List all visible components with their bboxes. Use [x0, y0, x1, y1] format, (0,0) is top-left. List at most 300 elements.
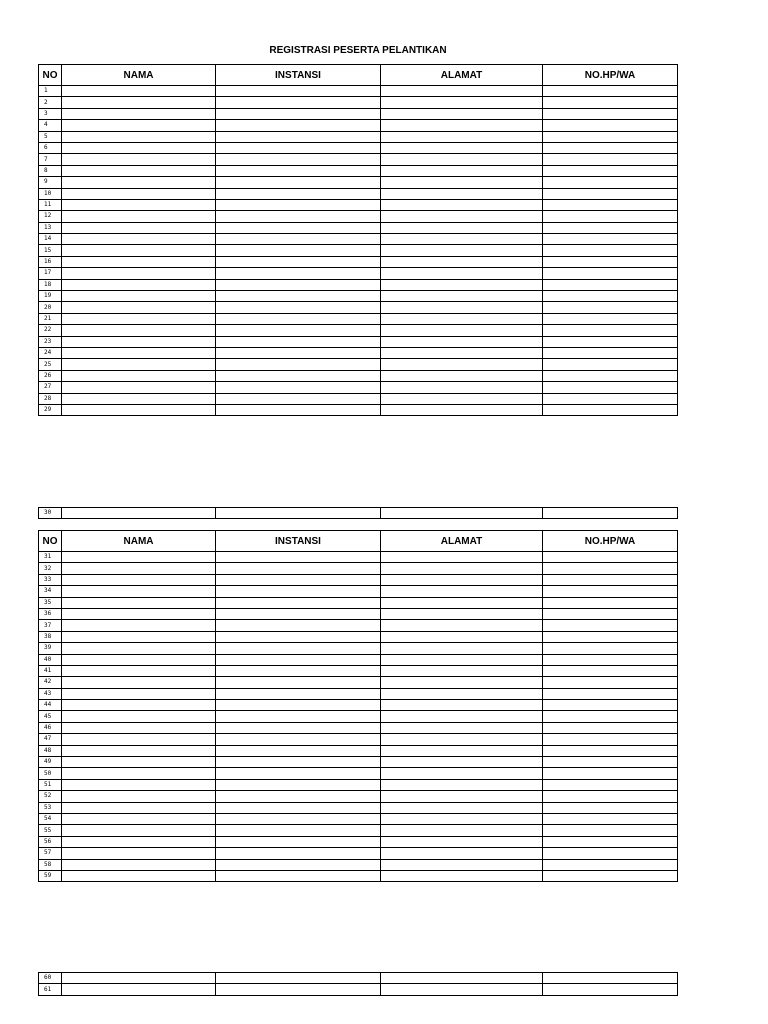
instansi-cell[interactable] — [216, 370, 381, 381]
alamat-cell[interactable] — [381, 120, 543, 131]
no-hp-wa-cell[interactable] — [543, 188, 678, 199]
nama-cell[interactable] — [62, 870, 216, 881]
no-hp-wa-cell[interactable] — [543, 268, 678, 279]
alamat-cell[interactable] — [381, 563, 543, 574]
no-hp-wa-cell[interactable] — [543, 984, 678, 995]
instansi-cell[interactable] — [216, 597, 381, 608]
row-number: 1 — [39, 86, 62, 97]
nama-cell[interactable] — [62, 791, 216, 802]
no-hp-wa-cell[interactable] — [543, 745, 678, 756]
instansi-cell[interactable] — [216, 268, 381, 279]
nama-cell[interactable] — [62, 586, 216, 597]
no-hp-wa-cell[interactable] — [543, 848, 678, 859]
nama-cell[interactable] — [62, 370, 216, 381]
nama-cell[interactable] — [62, 393, 216, 404]
nama-cell[interactable] — [62, 211, 216, 222]
instansi-cell[interactable] — [216, 86, 381, 97]
nama-cell[interactable] — [62, 597, 216, 608]
nama-cell[interactable] — [62, 574, 216, 585]
alamat-cell[interactable] — [381, 859, 543, 870]
nama-cell[interactable] — [62, 745, 216, 756]
table-row — [39, 108, 678, 119]
no-hp-wa-cell[interactable] — [543, 382, 678, 393]
no-hp-wa-cell[interactable] — [543, 211, 678, 222]
alamat-cell[interactable] — [381, 382, 543, 393]
no-hp-wa-cell[interactable] — [543, 302, 678, 313]
alamat-cell[interactable] — [381, 631, 543, 642]
instansi-cell[interactable] — [216, 279, 381, 290]
alamat-cell[interactable] — [381, 393, 543, 404]
alamat-cell[interactable] — [381, 552, 543, 563]
table-row — [39, 199, 678, 210]
nama-cell[interactable] — [62, 688, 216, 699]
no-hp-wa-cell[interactable] — [543, 859, 678, 870]
instansi-cell[interactable] — [216, 552, 381, 563]
nama-cell[interactable] — [62, 268, 216, 279]
alamat-cell[interactable] — [381, 597, 543, 608]
instansi-cell[interactable] — [216, 142, 381, 153]
alamat-cell[interactable] — [381, 984, 543, 995]
instansi-cell[interactable] — [216, 745, 381, 756]
no-hp-wa-cell[interactable] — [543, 347, 678, 358]
alamat-cell[interactable] — [381, 347, 543, 358]
no-hp-wa-cell[interactable] — [543, 813, 678, 824]
instansi-cell[interactable] — [216, 165, 381, 176]
table-row — [39, 256, 678, 267]
instansi-cell[interactable] — [216, 620, 381, 631]
alamat-cell[interactable] — [381, 768, 543, 779]
no-hp-wa-cell[interactable] — [543, 508, 678, 519]
nama-cell[interactable] — [62, 631, 216, 642]
nama-cell[interactable] — [62, 382, 216, 393]
nama-cell[interactable] — [62, 848, 216, 859]
registration-table — [38, 530, 678, 882]
nama-cell[interactable] — [62, 734, 216, 745]
instansi-cell[interactable] — [216, 108, 381, 119]
no-hp-wa-cell[interactable] — [543, 97, 678, 108]
instansi-cell[interactable] — [216, 234, 381, 245]
no-hp-wa-cell[interactable] — [543, 597, 678, 608]
no-hp-wa-cell[interactable] — [543, 336, 678, 347]
table-row — [39, 359, 678, 370]
nama-cell[interactable] — [62, 757, 216, 768]
alamat-cell[interactable] — [381, 268, 543, 279]
instansi-cell[interactable] — [216, 382, 381, 393]
no-hp-wa-cell[interactable] — [543, 177, 678, 188]
instansi-cell[interactable] — [216, 336, 381, 347]
nama-cell[interactable] — [62, 825, 216, 836]
alamat-cell[interactable] — [381, 734, 543, 745]
alamat-cell[interactable] — [381, 757, 543, 768]
row-number: 6 — [39, 142, 62, 153]
alamat-cell[interactable] — [381, 165, 543, 176]
nama-cell[interactable] — [62, 291, 216, 302]
no-hp-wa-cell[interactable] — [543, 586, 678, 597]
alamat-cell[interactable] — [381, 108, 543, 119]
instansi-cell[interactable] — [216, 984, 381, 995]
no-hp-wa-cell[interactable] — [543, 722, 678, 733]
table-row — [39, 313, 678, 324]
instansi-cell[interactable] — [216, 97, 381, 108]
no-hp-wa-cell[interactable] — [543, 404, 678, 415]
table-row — [39, 120, 678, 131]
row-number: 14 — [39, 234, 62, 245]
alamat-cell[interactable] — [381, 745, 543, 756]
instansi-cell[interactable] — [216, 779, 381, 790]
no-hp-wa-cell[interactable] — [543, 222, 678, 233]
alamat-cell[interactable] — [381, 142, 543, 153]
alamat-cell[interactable] — [381, 188, 543, 199]
instansi-cell[interactable] — [216, 120, 381, 131]
alamat-cell[interactable] — [381, 825, 543, 836]
alamat-cell[interactable] — [381, 620, 543, 631]
alamat-cell[interactable] — [381, 313, 543, 324]
no-hp-wa-cell[interactable] — [543, 131, 678, 142]
nama-cell[interactable] — [62, 177, 216, 188]
nama-cell[interactable] — [62, 234, 216, 245]
no-hp-wa-cell[interactable] — [543, 256, 678, 267]
instansi-cell[interactable] — [216, 508, 381, 519]
table-row — [39, 711, 678, 722]
alamat-cell[interactable] — [381, 325, 543, 336]
instansi-cell[interactable] — [216, 188, 381, 199]
instansi-cell[interactable] — [216, 211, 381, 222]
alamat-cell[interactable] — [381, 791, 543, 802]
alamat-cell[interactable] — [381, 848, 543, 859]
table-row — [39, 302, 678, 313]
alamat-cell[interactable] — [381, 870, 543, 881]
table-header-row — [39, 531, 678, 552]
alamat-cell[interactable] — [381, 404, 543, 415]
table-row — [39, 325, 678, 336]
row-number: 3 — [39, 108, 62, 119]
row-number: 39 — [39, 643, 62, 654]
instansi-cell[interactable] — [216, 859, 381, 870]
no-hp-wa-cell[interactable] — [543, 199, 678, 210]
alamat-cell[interactable] — [381, 86, 543, 97]
instansi-cell[interactable] — [216, 608, 381, 619]
instansi-cell[interactable] — [216, 688, 381, 699]
alamat-cell[interactable] — [381, 222, 543, 233]
no-hp-wa-cell[interactable] — [543, 154, 678, 165]
row-number: 38 — [39, 631, 62, 642]
nama-cell[interactable] — [62, 508, 216, 519]
instansi-cell[interactable] — [216, 131, 381, 142]
nama-cell[interactable] — [62, 665, 216, 676]
row-number: 30 — [39, 508, 62, 519]
nama-cell[interactable] — [62, 859, 216, 870]
nama-cell[interactable] — [62, 813, 216, 824]
row-number: 15 — [39, 245, 62, 256]
instansi-cell[interactable] — [216, 563, 381, 574]
table-row — [39, 757, 678, 768]
instansi-cell[interactable] — [216, 325, 381, 336]
nama-cell[interactable] — [62, 97, 216, 108]
nama-cell[interactable] — [62, 120, 216, 131]
nama-cell[interactable] — [62, 359, 216, 370]
no-hp-wa-cell[interactable] — [543, 631, 678, 642]
alamat-cell[interactable] — [381, 177, 543, 188]
nama-cell[interactable] — [62, 984, 216, 995]
alamat-cell[interactable] — [381, 643, 543, 654]
no-hp-wa-cell[interactable] — [543, 643, 678, 654]
no-hp-wa-cell[interactable] — [543, 825, 678, 836]
table-row — [39, 745, 678, 756]
alamat-cell[interactable] — [381, 574, 543, 585]
nama-cell[interactable] — [62, 347, 216, 358]
row-number: 18 — [39, 279, 62, 290]
no-hp-wa-cell[interactable] — [543, 757, 678, 768]
instansi-cell[interactable] — [216, 757, 381, 768]
instansi-cell[interactable] — [216, 813, 381, 824]
alamat-cell[interactable] — [381, 211, 543, 222]
instansi-cell[interactable] — [216, 734, 381, 745]
alamat-cell[interactable] — [381, 199, 543, 210]
alamat-cell[interactable] — [381, 154, 543, 165]
no-hp-wa-cell[interactable] — [543, 654, 678, 665]
no-hp-wa-cell[interactable] — [543, 313, 678, 324]
nama-cell[interactable] — [62, 768, 216, 779]
nama-cell[interactable] — [62, 608, 216, 619]
no-hp-wa-cell[interactable] — [543, 802, 678, 813]
nama-cell[interactable] — [62, 404, 216, 415]
instansi-cell[interactable] — [216, 199, 381, 210]
instansi-cell[interactable] — [216, 222, 381, 233]
table-row — [39, 700, 678, 711]
table-row — [39, 245, 678, 256]
alamat-cell[interactable] — [381, 711, 543, 722]
no-hp-wa-cell[interactable] — [543, 234, 678, 245]
nama-cell[interactable] — [62, 722, 216, 733]
no-hp-wa-cell[interactable] — [543, 608, 678, 619]
alamat-cell[interactable] — [381, 97, 543, 108]
no-hp-wa-cell[interactable] — [543, 108, 678, 119]
row-number: 35 — [39, 597, 62, 608]
no-hp-wa-cell[interactable] — [543, 574, 678, 585]
instansi-cell[interactable] — [216, 836, 381, 847]
alamat-cell[interactable] — [381, 608, 543, 619]
instansi-cell[interactable] — [216, 256, 381, 267]
nama-cell[interactable] — [62, 165, 216, 176]
no-hp-wa-cell[interactable] — [543, 734, 678, 745]
row-number: 36 — [39, 608, 62, 619]
alamat-cell[interactable] — [381, 677, 543, 688]
instansi-cell[interactable] — [216, 291, 381, 302]
header-nama: NAMA — [62, 65, 216, 86]
instansi-cell[interactable] — [216, 359, 381, 370]
instansi-cell[interactable] — [216, 586, 381, 597]
nama-cell[interactable] — [62, 245, 216, 256]
row-number: 33 — [39, 574, 62, 585]
nama-cell[interactable] — [62, 643, 216, 654]
nama-cell[interactable] — [62, 154, 216, 165]
alamat-cell[interactable] — [381, 700, 543, 711]
alamat-cell[interactable] — [381, 336, 543, 347]
alamat-cell[interactable] — [381, 370, 543, 381]
instansi-cell[interactable] — [216, 973, 381, 984]
nama-cell[interactable] — [62, 654, 216, 665]
alamat-cell[interactable] — [381, 291, 543, 302]
no-hp-wa-cell[interactable] — [543, 677, 678, 688]
alamat-cell[interactable] — [381, 131, 543, 142]
alamat-cell[interactable] — [381, 688, 543, 699]
page-title: REGISTRASI PESERTA PELANTIKAN — [269, 45, 447, 56]
no-hp-wa-cell[interactable] — [543, 291, 678, 302]
instansi-cell[interactable] — [216, 631, 381, 642]
no-hp-wa-cell[interactable] — [543, 791, 678, 802]
nama-cell[interactable] — [62, 142, 216, 153]
nama-cell[interactable] — [62, 563, 216, 574]
table-row — [39, 643, 678, 654]
alamat-cell[interactable] — [381, 508, 543, 519]
nama-cell[interactable] — [62, 302, 216, 313]
nama-cell[interactable] — [62, 620, 216, 631]
row-number: 20 — [39, 302, 62, 313]
instansi-cell[interactable] — [216, 643, 381, 654]
row-number: 56 — [39, 836, 62, 847]
table-row — [39, 722, 678, 733]
instansi-cell[interactable] — [216, 825, 381, 836]
no-hp-wa-cell[interactable] — [543, 552, 678, 563]
nama-cell[interactable] — [62, 325, 216, 336]
alamat-cell[interactable] — [381, 722, 543, 733]
no-hp-wa-cell[interactable] — [543, 711, 678, 722]
row-number: 40 — [39, 654, 62, 665]
alamat-cell[interactable] — [381, 802, 543, 813]
alamat-cell[interactable] — [381, 665, 543, 676]
row-number: 10 — [39, 188, 62, 199]
no-hp-wa-cell[interactable] — [543, 359, 678, 370]
instansi-cell[interactable] — [216, 711, 381, 722]
no-hp-wa-cell[interactable] — [543, 370, 678, 381]
nama-cell[interactable] — [62, 86, 216, 97]
nama-cell[interactable] — [62, 711, 216, 722]
row-number: 22 — [39, 325, 62, 336]
table-row — [39, 336, 678, 347]
nama-cell[interactable] — [62, 677, 216, 688]
no-hp-wa-cell[interactable] — [543, 688, 678, 699]
nama-cell[interactable] — [62, 108, 216, 119]
nama-cell[interactable] — [62, 222, 216, 233]
instansi-cell[interactable] — [216, 768, 381, 779]
instansi-cell[interactable] — [216, 722, 381, 733]
no-hp-wa-cell[interactable] — [543, 279, 678, 290]
instansi-cell[interactable] — [216, 404, 381, 415]
instansi-cell[interactable] — [216, 802, 381, 813]
nama-cell[interactable] — [62, 779, 216, 790]
no-hp-wa-cell[interactable] — [543, 973, 678, 984]
no-hp-wa-cell[interactable] — [543, 393, 678, 404]
alamat-cell[interactable] — [381, 256, 543, 267]
nama-cell[interactable] — [62, 836, 216, 847]
row-number: 37 — [39, 620, 62, 631]
no-hp-wa-cell[interactable] — [543, 870, 678, 881]
table-row — [39, 768, 678, 779]
nama-cell[interactable] — [62, 802, 216, 813]
table-row — [39, 825, 678, 836]
instansi-cell[interactable] — [216, 654, 381, 665]
alamat-cell[interactable] — [381, 813, 543, 824]
table-row — [39, 370, 678, 381]
instansi-cell[interactable] — [216, 700, 381, 711]
nama-cell[interactable] — [62, 700, 216, 711]
registration-table — [38, 507, 678, 519]
row-number: 50 — [39, 768, 62, 779]
nama-cell[interactable] — [62, 199, 216, 210]
table-row — [39, 859, 678, 870]
no-hp-wa-cell[interactable] — [543, 563, 678, 574]
alamat-cell[interactable] — [381, 302, 543, 313]
row-number: 21 — [39, 313, 62, 324]
no-hp-wa-cell[interactable] — [543, 325, 678, 336]
instansi-cell[interactable] — [216, 177, 381, 188]
row-number: 60 — [39, 973, 62, 984]
instansi-cell[interactable] — [216, 791, 381, 802]
alamat-cell[interactable] — [381, 279, 543, 290]
alamat-cell[interactable] — [381, 245, 543, 256]
no-hp-wa-cell[interactable] — [543, 120, 678, 131]
header-alamat: ALAMAT — [381, 65, 543, 86]
no-hp-wa-cell[interactable] — [543, 86, 678, 97]
no-hp-wa-cell[interactable] — [543, 165, 678, 176]
no-hp-wa-cell[interactable] — [543, 779, 678, 790]
instansi-cell[interactable] — [216, 677, 381, 688]
instansi-cell[interactable] — [216, 848, 381, 859]
header-no-hp-wa: NO.HP/WA — [543, 531, 678, 552]
alamat-cell[interactable] — [381, 836, 543, 847]
nama-cell[interactable] — [62, 313, 216, 324]
alamat-cell[interactable] — [381, 359, 543, 370]
no-hp-wa-cell[interactable] — [543, 245, 678, 256]
nama-cell[interactable] — [62, 279, 216, 290]
nama-cell[interactable] — [62, 256, 216, 267]
instansi-cell[interactable] — [216, 665, 381, 676]
instansi-cell[interactable] — [216, 302, 381, 313]
nama-cell[interactable] — [62, 552, 216, 563]
nama-cell[interactable] — [62, 973, 216, 984]
instansi-cell[interactable] — [216, 393, 381, 404]
alamat-cell[interactable] — [381, 654, 543, 665]
no-hp-wa-cell[interactable] — [543, 700, 678, 711]
row-number: 34 — [39, 586, 62, 597]
row-number: 52 — [39, 791, 62, 802]
header-no-hp-wa: NO.HP/WA — [543, 65, 678, 86]
no-hp-wa-cell[interactable] — [543, 142, 678, 153]
instansi-cell[interactable] — [216, 870, 381, 881]
table-row — [39, 677, 678, 688]
instansi-cell[interactable] — [216, 574, 381, 585]
no-hp-wa-cell[interactable] — [543, 768, 678, 779]
table-row — [39, 586, 678, 597]
nama-cell[interactable] — [62, 131, 216, 142]
alamat-cell[interactable] — [381, 586, 543, 597]
no-hp-wa-cell[interactable] — [543, 620, 678, 631]
instansi-cell[interactable] — [216, 313, 381, 324]
table-row — [39, 848, 678, 859]
instansi-cell[interactable] — [216, 347, 381, 358]
alamat-cell[interactable] — [381, 779, 543, 790]
alamat-cell[interactable] — [381, 973, 543, 984]
nama-cell[interactable] — [62, 188, 216, 199]
nama-cell[interactable] — [62, 336, 216, 347]
instansi-cell[interactable] — [216, 245, 381, 256]
row-number: 4 — [39, 120, 62, 131]
no-hp-wa-cell[interactable] — [543, 836, 678, 847]
instansi-cell[interactable] — [216, 154, 381, 165]
alamat-cell[interactable] — [381, 234, 543, 245]
no-hp-wa-cell[interactable] — [543, 665, 678, 676]
header-instansi: INSTANSI — [216, 65, 381, 86]
